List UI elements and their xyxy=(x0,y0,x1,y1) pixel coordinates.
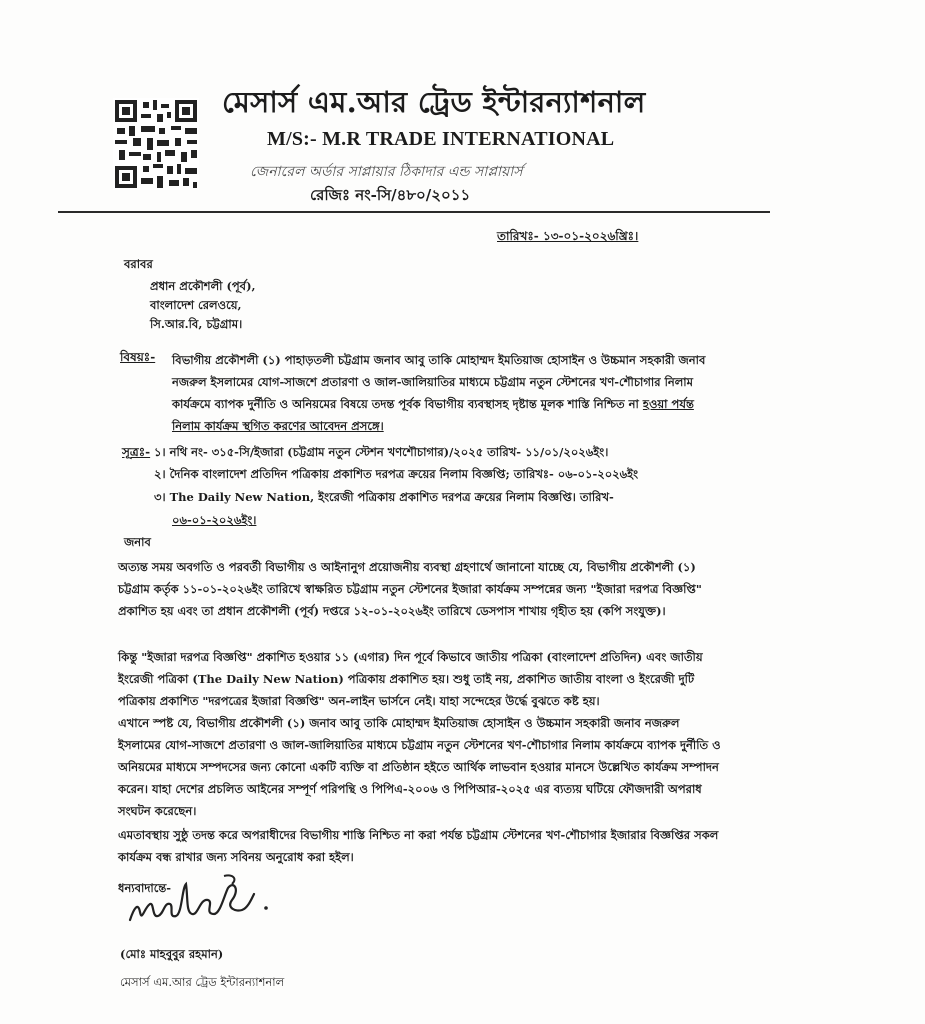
registration-number: রেজিঃ নং-সি/৪৮০/২০১১ xyxy=(310,186,471,204)
salutation: জনাব xyxy=(124,535,151,549)
letterhead-divider xyxy=(58,211,770,213)
subject-text xyxy=(172,349,717,437)
reference-item-2: ২। দৈনিক বাংলাদেশ প্রতিদিন পত্রিকায় প্রকাশিত দরপত্র ক্রয়ের নিলাম বিজ্ঞপ্তি; তারিখঃ- ০৬-০১-২০২৬ইং xyxy=(154,467,639,481)
company-name-bangla: মেসার্স এম.আর ট্রেড ইন্টারন্যাশনাল xyxy=(222,85,646,119)
recipient-label: বরাবর xyxy=(124,257,153,271)
closing-thanks: ধন্যবাদান্তে- xyxy=(118,881,172,895)
signatory-company: মেসার্স এম.আর ট্রেড ইন্টারন্যাশনাল xyxy=(120,975,285,989)
reference-label: সূত্রঃ- xyxy=(122,445,151,459)
recipient-line-1: প্রধান প্রকৌশলী (পূর্ব), xyxy=(150,279,256,293)
company-tagline: জেনারেল অর্ডার সাপ্লায়ার ঠিকাদার এন্ড সাপ্লায়ার্স xyxy=(250,164,523,180)
subject-body: বিভাগীয় প্রকৌশলী (১) পাহাড়তলী চট্টগ্রাম জনাব আবু তাকি মোহাম্মদ ইমতিয়াজ হোসাইন ও উচ্চমান সহকারী জনাব নজরুল ইসলামের যোগ-সাজশে প্রতারণা ও জাল-জালিয়াতির মাধ্যমে চট্টগ্রাম নতুন স্টেশনের খণ-শৌচাগার নিলাম কার্যক্রমে ব্যাপক দুর্নীতি ও অনিয়মের বিষয়ে তদন্ত পূর্বক বিভাগীয় ব্যবস্থাসহ দৃষ্টান্ত মূলক শাস্তি নিশ্চিত না xyxy=(172,353,706,411)
qr-code-icon xyxy=(113,98,199,190)
subject-label: বিষয়ঃ- xyxy=(120,350,156,364)
reference-item-1: ১। নথি নং- ৩১৫-সি/ইজারা (চট্টগ্রাম নতুন স্টেশন খণশৌচাগার)/২০২৫ তারিখ- ১১/০১/২০২৬ইং। xyxy=(154,445,609,459)
body-paragraph-3: এখানে স্পষ্ট যে, বিভাগীয় প্রকৌশলী (১) জনাব আবু তাকি মোহাম্মদ ইমতিয়াজ হোসাইন ও উচ্চমান সহকারী জনাব নজরুল ইসলামের যোগ-সাজশে প্রতারণা ও জাল-জালিয়াতির মাধ্যমে চট্টগ্রাম নতুন স্টেশনের খণ-শৌচাগার নিলাম কার্যক্রমে ব্যাপক দুর্নীতি ও অনিয়মের মাধ্যমে সম্পদসের জন্য কোনো একটি ব্যক্তি বা প্রতিষ্ঠান হইতে আর্থিক লাভবান হওয়ার মানসে উল্লেখিত কার্যক্রম সম্পাদন করেন। যাহা দেশের প্রচলিত আইনের সম্পূর্ণ পরিপন্থি ও পিপিএ-২০০৬ ও পিপিআর-২০২৫ এর ব্যত্যয় ঘটিয়ে ফৌজদারী অপরাধ সংঘটন করেছেন। xyxy=(118,716,721,818)
recipient-line-3: সি.আর.বি, চট্টগ্রাম। xyxy=(150,317,243,331)
subject-underlined: হওয়া পর্যন্ত নিলাম কার্যক্রম স্থগিত করণের আবেদন প্রসঙ্গে। xyxy=(172,397,694,433)
reference-item-3-date: ০৬-০১-২০২৬ইং। xyxy=(172,513,257,527)
handwritten-signature xyxy=(124,868,284,938)
body-paragraph-4: এমতাবস্থায় সুষ্ঠু তদন্ত করে অপরাধীদের বিভাগীয় শাস্তি নিশ্চিত না করা পর্যন্ত চট্টগ্রাম স্টেশনের খণ-শৌচাগার ইজারার বিজ্ঞপ্তির সকল কার্যক্রম বন্ধ রাখার জন্য সবিনয় অনুরোধ করা হইল। xyxy=(118,828,719,864)
letter-date: তারিখঃ- ১৩-০১-২০২৬খ্রিঃ। xyxy=(497,229,639,243)
body-paragraph-2: কিন্তু "ইজারা দরপত্র বিজ্ঞপ্তি" প্রকাশিত হওয়ার ১১ (এগার) দিন পূর্বে কিভাবে জাতীয় পত্রিকা (বাংলাদেশ প্রতিদিন) এবং জাতীয় ইংরেজী পত্রিকা (The Daily New Nation) পত্রিকায় প্রকাশিত হয়। শুধু তাই নয়, প্রকাশিত জাতীয় বাংলা ও ইংরেজী দুটি পত্রিকায় প্রকাশিত "দরপত্রের ইজারা বিজ্ঞপ্তি" অন-লাইন ভার্সনে নেই। যাহা সন্দেহের উর্দ্ধে বুঝতে কষ্ট হয়। xyxy=(118,650,703,708)
recipient-line-2: বাংলাদেশ রেলওয়ে, xyxy=(150,298,242,312)
body-paragraph-1: অত্যন্ত সময় অবগতি ও পরবর্তী বিভাগীয় ও আইনানুগ প্রয়োজনীয় ব্যবস্থা গ্রহণার্থে জানানো যাচ্ছে যে, বিভাগীয় প্রকৌশলী (১) চট্টগ্রাম কর্তৃক ১১-০১-২০২৬ইং তারিখে স্বাক্ষরিত চট্টগ্রাম নতুন স্টেশনের ইজারা কার্যক্রম সম্পন্নের জন্য "ইজারা দরপত্র বিজ্ঞপ্তি" প্রকাশিত হয় এবং তা প্রধান প্রকৌশলী (পূর্ব) দপ্তরে ১২-০১-২০২৬ইং তারিখে ডেসপাস শাখায় গৃহীত হয় (কপি সংযুক্ত)। xyxy=(118,560,702,618)
company-name-english: M/S:- M.R TRADE INTERNATIONAL xyxy=(267,128,615,150)
reference-item-3: ৩। The Daily New Nation, ইংরেজী পত্রিকায় প্রকাশিত দরপত্র ক্রয়ের নিলাম বিজ্ঞপ্তি। তারিখ- xyxy=(154,490,614,504)
signatory-name: (মোঃ মাহবুবুর রহমান) xyxy=(120,947,224,961)
